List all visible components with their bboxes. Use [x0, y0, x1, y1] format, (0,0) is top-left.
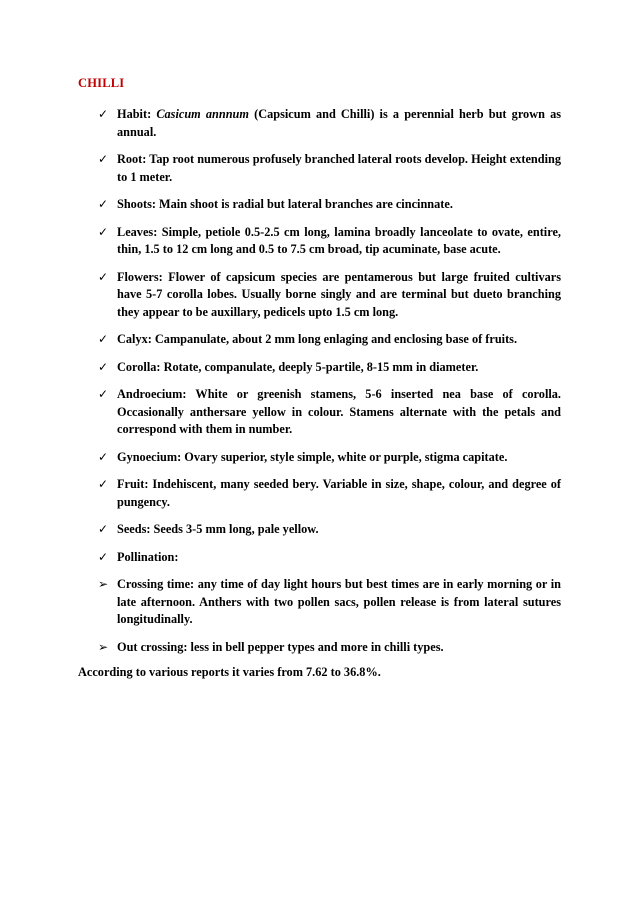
- checkmark-icon: ✓: [98, 107, 109, 121]
- list-item: [98, 521, 561, 539]
- list-item: [98, 331, 561, 349]
- list-item: [98, 639, 561, 657]
- item-text: Leaves: Simple, petiole 0.5-2.5 cm long, lamina broadly lanceolate to ovate, entire, thin, 1.5 to 12 cm long and 0.5 to 7.5 cm broad, tip acuminate, base acute.: [117, 224, 561, 256]
- checkmark-icon: ✓: [98, 449, 109, 464]
- item-text: Out crossing: less in bell pepper types and more in chilli types.: [117, 639, 444, 654]
- list-item: [98, 386, 561, 439]
- checkmark-icon: ✓: [98, 197, 109, 211]
- item-text: Seeds: Seeds 3-5 mm long, pale yellow.: [117, 522, 319, 536]
- checkmark-icon: ✓: [98, 152, 109, 166]
- item-text: Pollination:: [117, 549, 179, 564]
- list-item: [98, 106, 561, 141]
- item-text: Androecium: White or greenish stamens, 5-6 inserted nea base of corolla. Occasionally anthersare yellow in colour. Stamens alternate with the petals and correspond with them in number.: [117, 387, 561, 436]
- item-text: Corolla: Rotate, companulate, deeply 5-partile, 8-15 mm in diameter.: [117, 359, 479, 374]
- list-item: [98, 576, 561, 629]
- checkmark-icon: ✓: [98, 224, 109, 239]
- checkmark-icon: ✓: [98, 387, 109, 401]
- item-text: Fruit: Indehiscent, many seeded bery. Variable in size, shape, colour, and degree of pungency.: [117, 477, 561, 509]
- list-item: [98, 359, 561, 377]
- trait-list: [98, 106, 561, 666]
- item-italic-text: Casicum annnum: [156, 107, 249, 121]
- list-item: [98, 151, 561, 186]
- document-heading: CHILLI: [78, 76, 125, 90]
- footer-note: According to various reports it varies from 7.62 to 36.8%.: [78, 665, 381, 679]
- list-item: [98, 269, 561, 322]
- arrowhead-icon: ➢: [98, 639, 109, 654]
- list-item: [98, 196, 561, 214]
- item-text: Shoots: Main shoot is radial but lateral branches are cincinnate.: [117, 197, 453, 211]
- checkmark-icon: ✓: [98, 269, 109, 284]
- item-text: Flowers: Flower of capsicum species are pentamerous but large fruited cultivars have 5-7 corolla lobes. Usually borne singly and are terminal but dueto branching they appear to be auxillary, pedicels upto 1.5 cm long.: [117, 269, 561, 319]
- checkmark-icon: ✓: [98, 477, 109, 491]
- list-item: [98, 449, 561, 467]
- list-item: [98, 476, 561, 511]
- checkmark-icon: ✓: [98, 332, 109, 346]
- arrowhead-icon: ➢: [98, 577, 109, 591]
- list-item: [98, 224, 561, 259]
- item-label: Habit:: [117, 107, 157, 121]
- item-text: Crossing time: any time of day light hours but best times are in early morning or in late afternoon. Anthers with two pollen sacs, pollen release is from lateral sutures longitudinally.: [117, 577, 561, 626]
- list-item: [98, 549, 561, 567]
- item-text: Root: Tap root numerous profusely branched lateral roots develop. Height extending to 1 meter.: [117, 152, 561, 184]
- checkmark-icon: ✓: [98, 522, 109, 536]
- item-text: Gynoecium: Ovary superior, style simple, white or purple, stigma capitate.: [117, 449, 508, 464]
- item-text: Calyx: Campanulate, about 2 mm long enlaging and enclosing base of fruits.: [117, 332, 518, 346]
- checkmark-icon: ✓: [98, 359, 109, 374]
- checkmark-icon: ✓: [98, 549, 109, 564]
- item-text: (Capsicum and Chilli) is a perennial herb but grown as annual.: [117, 107, 562, 139]
